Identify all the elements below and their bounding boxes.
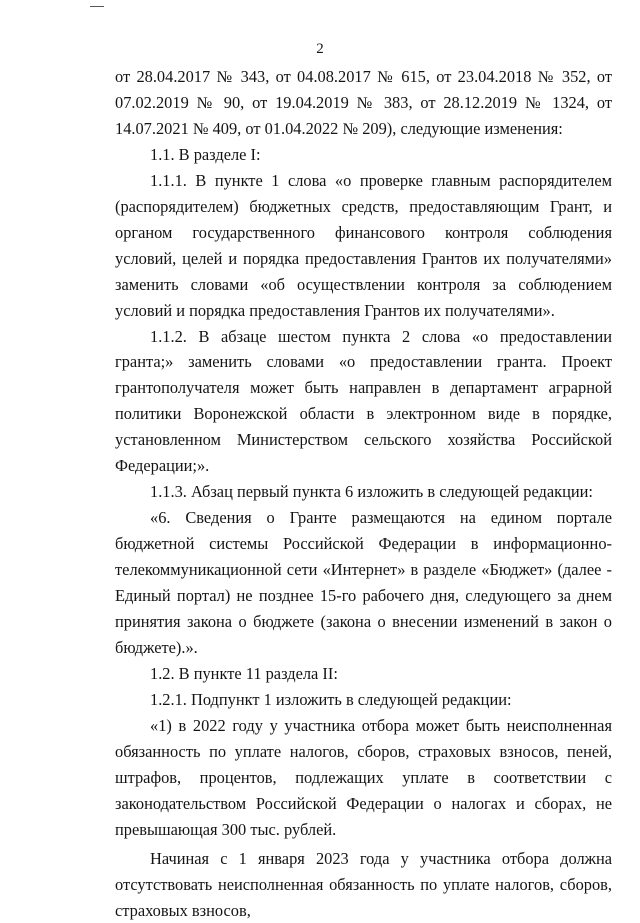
paragraph-1-1-3: 1.1.3. Абзац первый пункта 6 изложить в следующей редакции: xyxy=(150,482,593,502)
paragraph-amendment-list: от 28.04.2017 № 343, от 04.08.2017 № 615, от 23.04.2018 № 352, от 07.02.2019 № 90, от 19.04.2019 № 383, от 28.12.2019 № 1324, от 14.07.2021 № 409, от 01.04.2022 № 209), следующие изменения: xyxy=(115,67,612,138)
paragraph-from-2023: Начиная с 1 января 2023 года у участника отбора должна отсутствовать неисполненная обязанность по уплате налогов, сборов, страховых взносов, xyxy=(115,848,612,920)
page-number: 2 xyxy=(316,41,324,57)
scan-mark xyxy=(90,6,104,7)
paragraph-1-1-1: 1.1.1. В пункте 1 слова «о проверке главным распорядителем (распорядителем) бюджетных средств, предоставляющим Грант, и органом государственного финансового контроля соблюдения условий, целей и порядка предоставления Грантов их получателями» заменить словами «об осуществлении контроля за соблюдением условий и порядка предоставления Грантов их получателями». xyxy=(115,170,612,320)
paragraph-subpoint-1: «1) в 2022 году у участника отбора может быть неисполненная обязанность по уплате налогов, сборов, страховых взносов, пеней, штрафов, процентов, подлежащих уплате в соответствии с законодательством Российской Федерации о налогах и сборах, не превышающая 300 тыс. рублей. xyxy=(115,715,612,839)
paragraph-1-2: 1.2. В пункте 11 раздела II: xyxy=(150,663,338,683)
paragraph-1-1-2: 1.1.2. В абзаце шестом пункта 2 слова «о предоставлении гранта;» заменить словами «о предоставлении гранта. Проект грантополучателя может быть направлен в департамент аграрной политики Воронежской области в электронном виде в порядке, установленном Министерством сельского хозяйства Российской Федерации;». xyxy=(115,326,612,476)
document-body xyxy=(115,64,612,923)
paragraph-point-6: «6. Сведения о Гранте размещаются на едином портале бюджетной системы Российской Федерации в информационно-телекоммуникационной сети «Интернет» в разделе «Бюджет» (далее - Единый портал) не позднее 15-го рабочего дня, следующего за днем принятия закона о бюджете (закона о внесении изменений в закон о бюджете).». xyxy=(115,508,612,657)
paragraph-1-2-1: 1.2.1. Подпункт 1 изложить в следующей редакции: xyxy=(150,689,512,709)
paragraph-1-1: 1.1. В разделе I: xyxy=(150,144,261,164)
